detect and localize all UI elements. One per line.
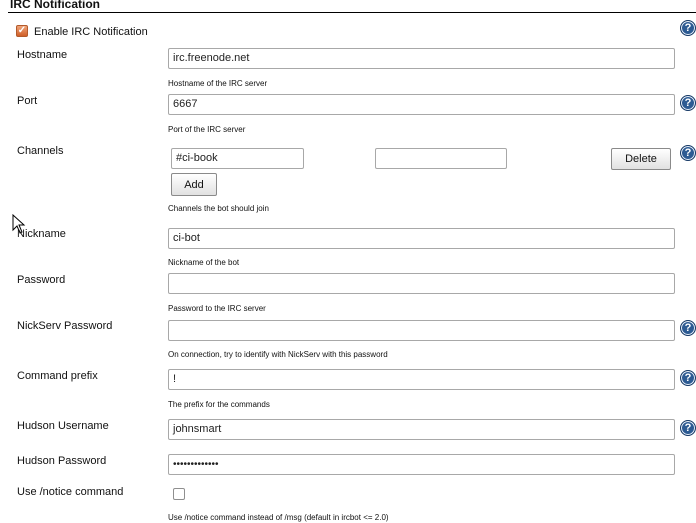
help-icon[interactable]: ? (680, 420, 696, 436)
help-icon[interactable]: ? (680, 145, 696, 161)
use-notice-checkbox[interactable] (173, 488, 185, 500)
port-label: Port (17, 95, 38, 107)
help-icon[interactable]: ? (680, 370, 696, 386)
help-icon[interactable]: ? (680, 20, 696, 36)
command-prefix-description: The prefix for the commands (168, 400, 270, 409)
hostname-label: Hostname (17, 49, 68, 61)
channels-label: Channels (17, 145, 64, 157)
help-icon[interactable]: ? (680, 320, 696, 336)
use-notice-label: Use /notice command (17, 486, 124, 498)
hudson-username-label: Hudson Username (17, 420, 109, 432)
channel-name-input[interactable]: #ci-book (171, 148, 304, 169)
hudson-password-label: Hudson Password (17, 455, 107, 467)
enable-irc-label: Enable IRC Notification (34, 26, 148, 38)
password-label: Password (17, 274, 66, 286)
nickname-label: Nickname (17, 228, 66, 240)
channel-password-input[interactable] (375, 148, 507, 169)
nickname-input[interactable]: ci-bot (168, 228, 675, 249)
nickserv-password-description: On connection, try to identify with NickServ with this password (168, 350, 388, 359)
use-notice-description: Use /notice command instead of /msg (default in ircbot <= 2.0) (168, 513, 389, 522)
channels-description: Channels the bot should join (168, 204, 269, 213)
password-description: Password to the IRC server (168, 304, 266, 313)
port-description: Port of the IRC server (168, 125, 246, 134)
hostname-input[interactable]: irc.freenode.net (168, 48, 675, 69)
enable-irc-checkbox[interactable] (16, 25, 28, 37)
nickserv-password-label: NickServ Password (17, 320, 113, 332)
add-channel-button[interactable]: Add (171, 173, 217, 196)
password-input[interactable] (168, 273, 675, 294)
command-prefix-input[interactable]: ! (168, 369, 675, 390)
help-icon[interactable]: ? (680, 95, 696, 111)
section-divider (8, 12, 696, 13)
hudson-username-input[interactable]: johnsmart (168, 419, 675, 440)
hudson-password-input[interactable]: ••••••••••••• (168, 454, 675, 475)
nickserv-password-input[interactable] (168, 320, 675, 341)
hostname-description: Hostname of the IRC server (168, 79, 268, 88)
command-prefix-label: Command prefix (17, 370, 98, 382)
checkmark-icon: ✓ (17, 25, 27, 36)
port-input[interactable]: 6667 (168, 94, 675, 115)
nickname-description: Nickname of the bot (168, 258, 240, 267)
section-title: IRC Notification (10, 0, 100, 11)
delete-channel-button[interactable]: Delete (611, 148, 671, 170)
